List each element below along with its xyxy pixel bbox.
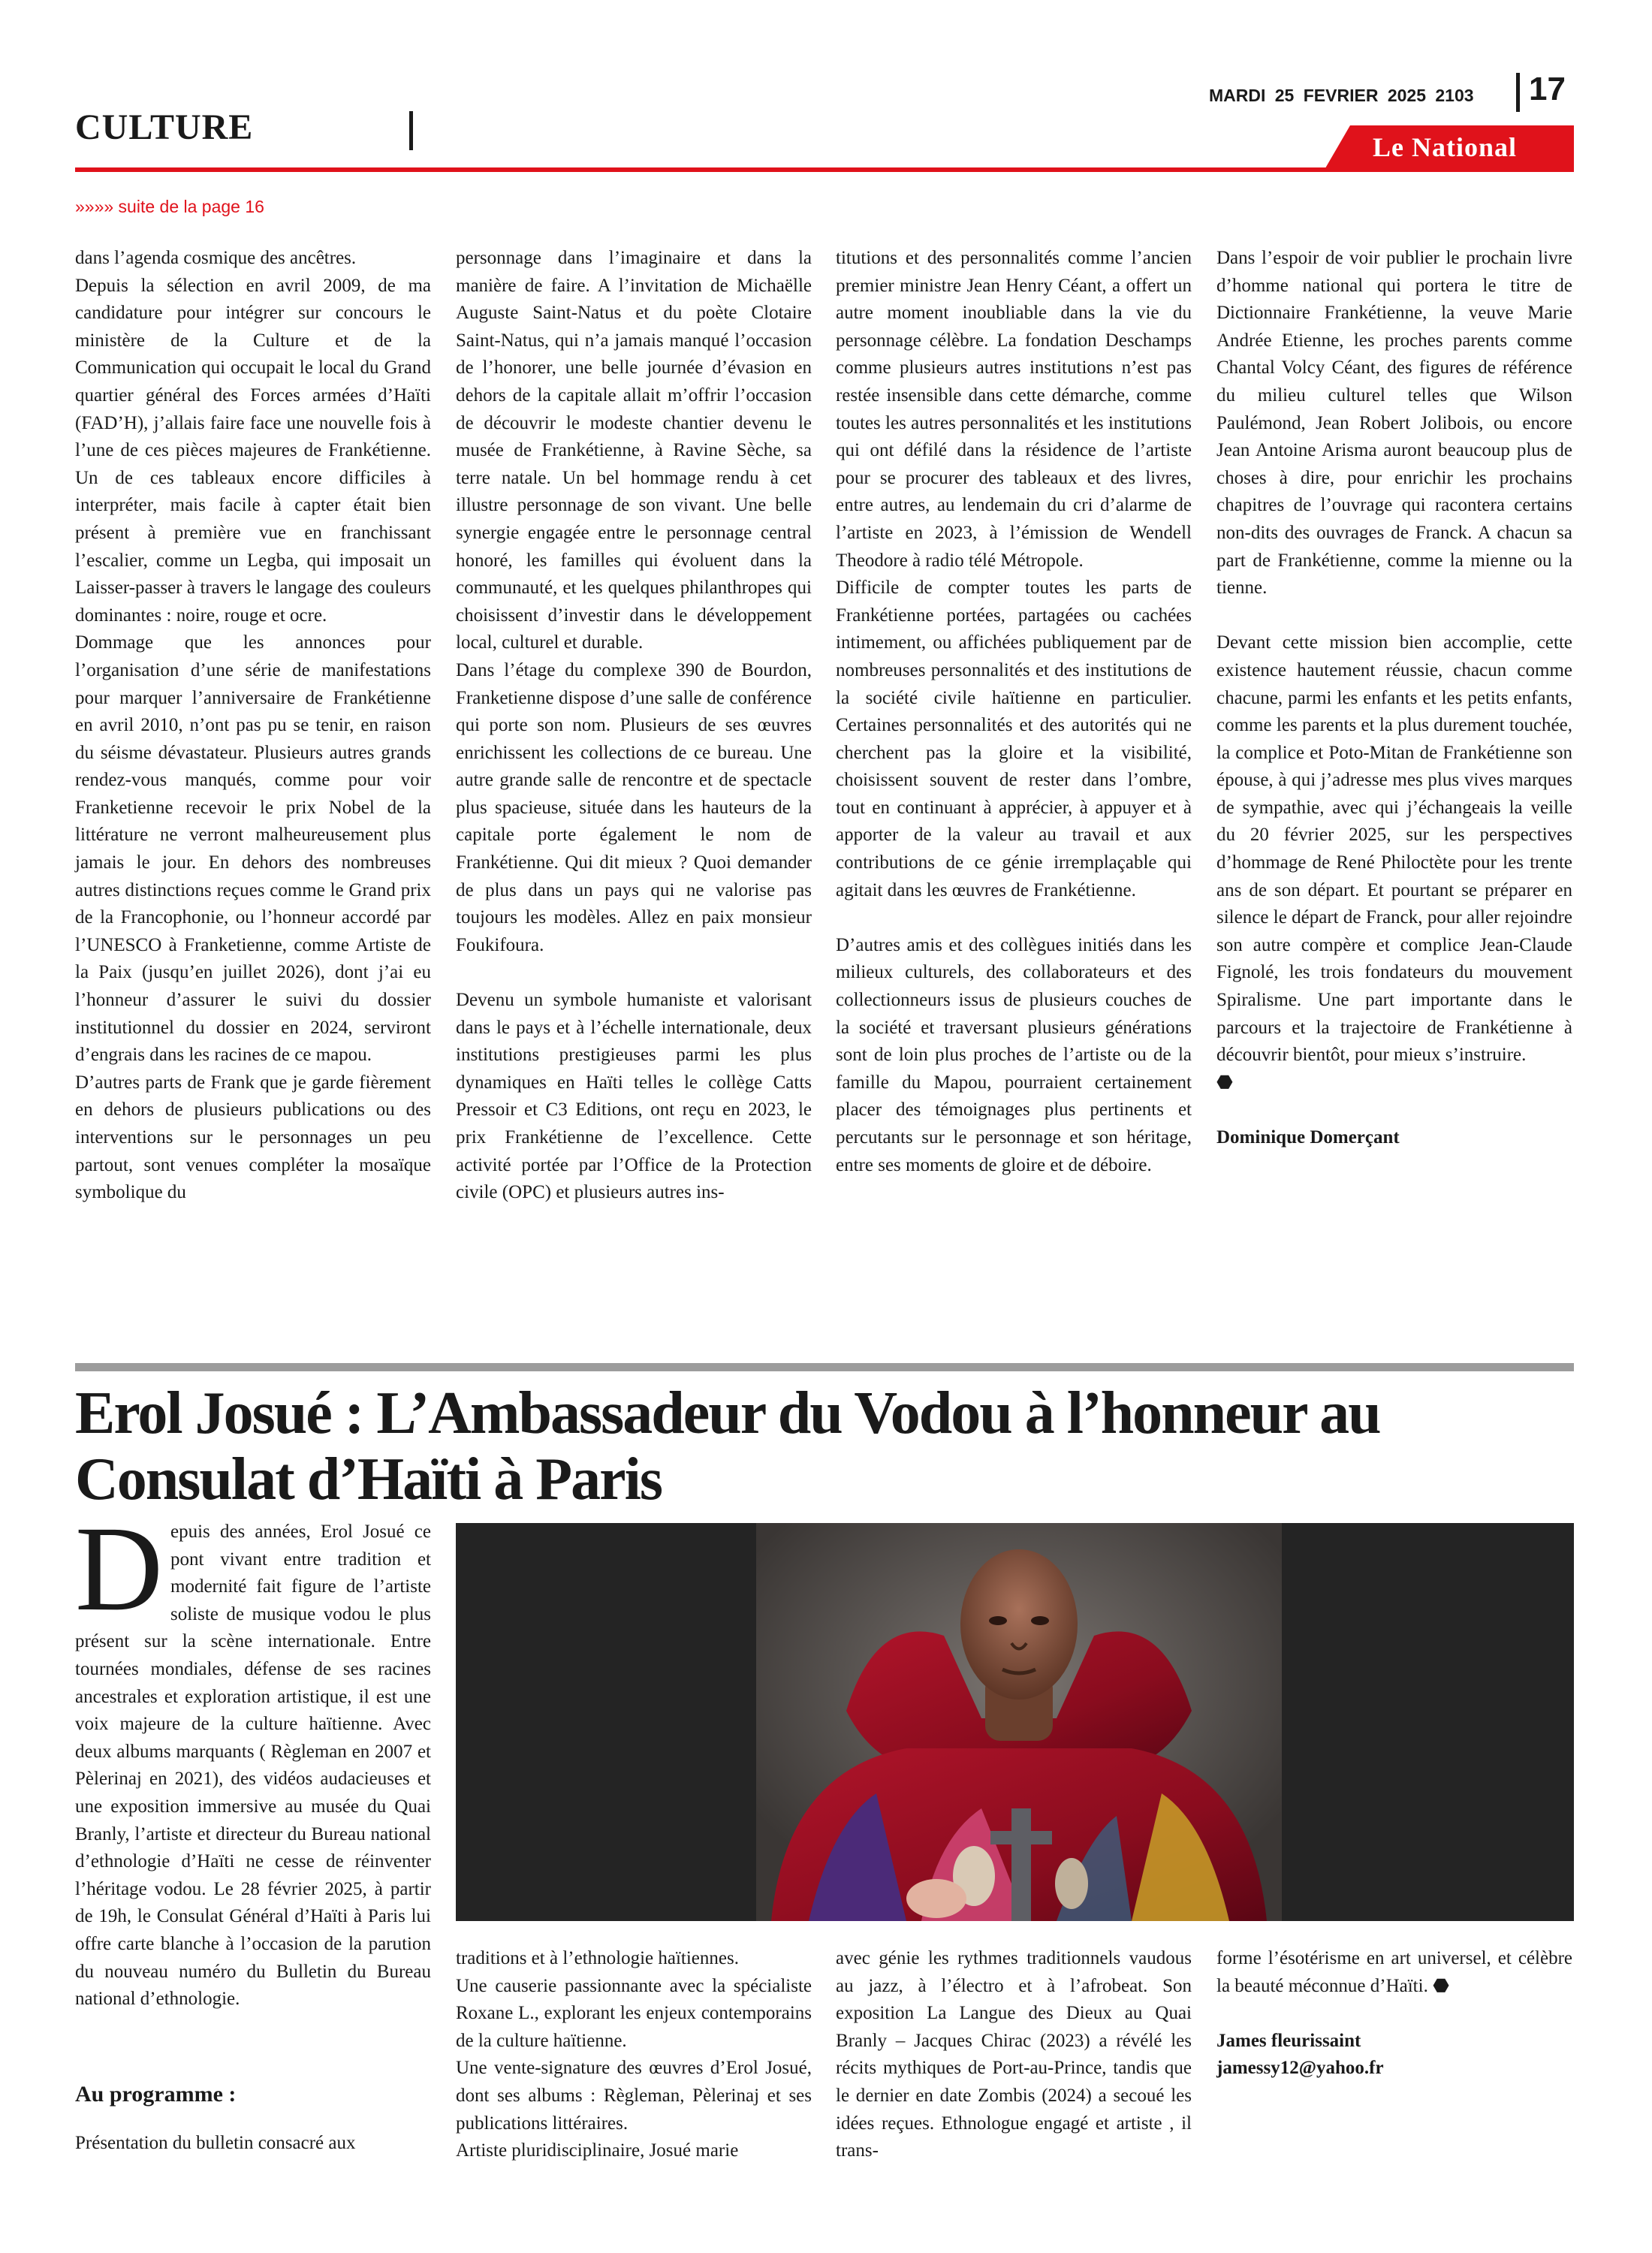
paragraph: Devenu un symbole humaniste et valorisant dans le pays et à l’échelle internationale, deux institutions prestigieuses parmi les plus dynamiques en Haïti telles le collège Catts Pressoir et C3 Editions, ont reçu en 2023, le prix Frankétienne de l’excellence. Cette activité portée par l’Office de la Protection civile (OPC) et plusieurs autres ins-	[456, 990, 812, 1203]
article2-column-2	[456, 1945, 812, 2165]
programme-heading: Au programme :	[75, 2082, 237, 2107]
paragraph: Artiste pluridisciplinaire, Josué marie	[456, 2140, 739, 2161]
erol-josue-photo	[456, 1523, 1574, 1921]
paragraph: Une causerie passionnante avec la spécialiste Roxane L., explorant les enjeux contemporains de la culture haïtienne.	[456, 1975, 812, 2051]
drop-cap: D	[75, 1502, 163, 1636]
paragraph: Difficile de compter toutes les parts de Frankétienne portées, partagées ou cachées intimement, ou affichées publiquement par de nombreuses personnalités et des institutions de la société civile haïtienne en particulier. Certaines personnalités et des autorités qui ne cherchent pas la gloire et la visibilité, choisissent souvent de rester dans l’ombre, tout en continuant à apprécier, à appuyer et à apporter de la valeur au travail et aux contributions de ce génie irremplaçable qui agitait dans les œuvres de Frankétienne.	[836, 578, 1192, 900]
paragraph: D’autres amis et des collègues initiés dans les milieux culturels, des collaborateurs et des collectionneurs issus de plusieurs couches de la société et traversant plusieurs générations sont de loin plus proches de l’artiste ou de la famille du Mapou, pourraient certainement placer des témoignages plus pertinents et percutants sur le personnage et son héritage, entre ses moments de gloire et de déboire.	[836, 934, 1192, 1175]
portrait-illustration	[456, 1523, 1574, 1921]
article1-column-1	[75, 245, 431, 1207]
end-mark: ⬣	[1433, 1975, 1449, 1996]
article2-column-1-bottom	[75, 2130, 431, 2158]
article1-column-4	[1216, 245, 1572, 1152]
article2-column-4	[1216, 1945, 1572, 2083]
article2-column-3	[836, 1945, 1192, 2165]
issue-date: MARDI 25 FEVRIER 2025 2103	[1209, 86, 1474, 105]
page-number: 17	[1529, 71, 1566, 107]
paragraph: Dans l’étage du complexe 390 de Bourdon, Franketienne dispose d’une salle de conférence qui porte son nom. Plusieurs de ses œuvres enrichissent les collections de ce bureau. Une autre grande salle de rencontre et de spectacle plus spacieuse, située dans les hauteurs de la capitale porte également le nom de Frankétienne. Qui dit mieux ? Quoi demander de plus dans un pays qui ne valorise pas toujours les modèles. Allez en paix monsieur Foukifoura.	[456, 659, 812, 955]
author-email[interactable]: jamessy12@yahoo.fr	[1216, 2058, 1384, 2079]
paragraph: traditions et à l’ethnologie haïtiennes.	[456, 1948, 739, 1968]
paragraph: Dommage que les annonces pour l’organisation d’une série de manifestations pour marquer l’anniversaire de Frankétienne en avril 2010, n’ont pas pu se tenir, en raison du séisme dévastateur. Plusieurs autres grands rendez-vous manqués, comme pour voir Franketienne recevoir le prix Nobel de la littérature ne verront malheureusement plus jamais le jour. En dehors des nombreuses autres distinctions reçues comme le Grand prix de la Francophonie, ou l’honneur accordé par l’UNESCO à Franketienne, comme Artiste de la Paix (jusqu’en juillet 2026), dont j’ai eu l’honneur d’assurer le suivi du dossier institutionnel du dossier en 2024, serviront d’engrais dans les racines de ce mapou.	[75, 632, 431, 1066]
section-divider	[409, 111, 413, 150]
paragraph: Devant cette mission bien accomplie, cette existence hautement réussie, chacun comme chacune, parmi les enfants et les petits enfants, comme les parents et la plus durement touchée, la complice et Poto-Mitan de Frankétienne son épouse, à qui j’adresse mes plus vives marques de sympathie, avec qui j’échangeais la veille du 20 février 2025, sur les perspectives d’hommage de René Philoctète pour les trente ans de son départ. Et pourtant se préparer en silence le départ de Franck, pour aller rejoindre son autre compère et complice Jean-Claude Fignolé, les trois fondateurs du mouvement Spiralisme. Une part importante dans le parcours et la trajectoire de Frankétienne à découvrir bientôt, pour mieux s’instruire.	[1216, 632, 1572, 1066]
continued-from-link[interactable]: »»»» suite de la page 16	[75, 197, 264, 216]
paragraph: dans l’agenda cosmique des ancêtres.	[75, 248, 357, 268]
paragraph: Une vente-signature des œuvres d’Erol Josué, dont ses albums : Règleman, Pèlerinaj et ses publications littéraires.	[456, 2058, 812, 2134]
article1-column-3	[836, 245, 1192, 1179]
article1-author: Dominique Domerçant	[1216, 1127, 1400, 1148]
paragraph: avec génie les rythmes traditionnels vaudous au jazz, à l’électro et à l’afrobeat. Son exposition La Langue des Dieux au Quai Branly – Jacques Chirac (2023) a révélé les récits mythiques de Port-au-Prince, tandis que le dernier en date Zombis (2024) a secoué les idées reçues. Ethnologue engagé et artiste , il trans-	[836, 1948, 1192, 2161]
lead-paragraph: epuis des années, Erol Josué ce pont vivant entre tradition et modernité fait figure de l’artiste soliste de musique vodou le plus présent sur la scène internationale. Entre tournées mondiales, défense de ses racines ancestrales et exploration artistique, il est une voix majeure de la culture haïtienne. Avec deux albums marquants ( Règleman en 2007 et Pèlerinaj en 2021), des vidéos audacieuses et une exposition immersive au musée du Quai Branly, l’artiste et directeur du Bureau national d’ethnologie d’Haïti ne cesse de réinventer l’héritage vodou. Le 28 février 2025, à partir de 19h, le Consulat Général d’Haïti à Paris lui offre carte blanche à l’occasion de la parution du nouveau numéro du Bulletin du Bureau national d’ethnologie.	[75, 1522, 431, 2010]
page-number-divider	[1516, 73, 1520, 112]
article1-column-2	[456, 245, 812, 1207]
paragraph: Présentation du bulletin consacré aux	[75, 2133, 356, 2153]
article2-lead	[75, 1502, 431, 2104]
paragraph: Dans l’espoir de voir publier le prochain livre d’homme national qui portera le titre de Dictionnaire Frankétienne, la veuve Marie Andrée Etienne, les proches parents comme Chantal Volcy Céant, des figures de référence du milieu culturel telles que Wilson Paulémond, Jean Robert Jolibois, ou encore Jean Antoine Arisma auront beaucoup plus de choses à dire, pour enrichir les prochains chapitres de l’ouvrage qui racontera certains non-dits des ouvrages de Franck. A chacun sa part de Frankétienne, comme la mienne ou la tienne.	[1216, 248, 1572, 599]
header-rule	[75, 167, 1574, 172]
article2-headline: Erol Josué : L’Ambassadeur du Vodou à l’honneur au Consulat d’Haïti à Paris	[75, 1380, 1380, 1513]
paragraph: titutions et des personnalités comme l’ancien premier ministre Jean Henry Céant, a offert un autre moment inoubliable dans la vie du personnage célèbre. La fondation Deschamps comme plusieurs autres institutions n’est pas restée insensible dans cette démarche, comme toutes les autres personnalités et les institutions qui ont défilé dans la résidence de l’artiste pour se procurer des tableaux et des livres, entre autres, au lendemain du cri d’alarme de l’artiste en 2023, à l’émission de Wendell Theodore à radio télé Métropole.	[836, 248, 1192, 571]
paragraph: Depuis la sélection en avril 2009, de ma candidature pour intégrer sur concours le ministère de la Culture et de la Communication qui occupait le local du Grand quartier général des Forces armées d’Haïti (FAD’H), j’allais faire face une nouvelle fois à l’une de ces pièces majeures de Frankétienne. Un de ces tableaux encore difficiles à interpréter, mais facile à capter était bien présent à première vue en franchissant l’escalier, comme un Legba, qui imposait un Laisser-passer à travers le langage des couleurs dominantes : noire, rouge et ocre.	[75, 275, 431, 626]
newspaper-name: Le National	[1373, 132, 1518, 162]
article-separator	[75, 1363, 1574, 1371]
article2-author: James fleurissaint	[1216, 2030, 1361, 2051]
section-title: CULTURE	[75, 107, 254, 147]
paragraph: forme l’ésotérisme en art universel, et célèbre la beauté méconnue d’Haïti.	[1216, 1948, 1572, 1996]
paragraph: D’autres parts de Frank que je garde fièrement en dehors de plusieurs publications ou des interventions sur le personnages un peu partout, sont venues compléter la mosaïque symbolique du	[75, 1072, 431, 1203]
paragraph: personnage dans l’imaginaire et dans la manière de faire. A l’invitation de Michaëlle Auguste Saint-Natus et du poète Clotaire Saint-Natus, qui n’a jamais manqué l’occasion de l’honorer, une belle journée d’évasion en dehors de la capitale allait m’offrir l’occasion de découvrir le modeste chantier devenu le musée de Frankétienne, à Ravine Sèche, sa terre natale. Un bel hommage rendu à cet illustre personnage de son vivant. Une belle synergie engagée entre le personnage central honoré, les familles qui évoluent dans la communauté, et les quelques philanthropes qui choisissent d’investir dans le développement local, culturel et durable.	[456, 248, 812, 653]
end-mark: ⬣	[1216, 1072, 1233, 1093]
